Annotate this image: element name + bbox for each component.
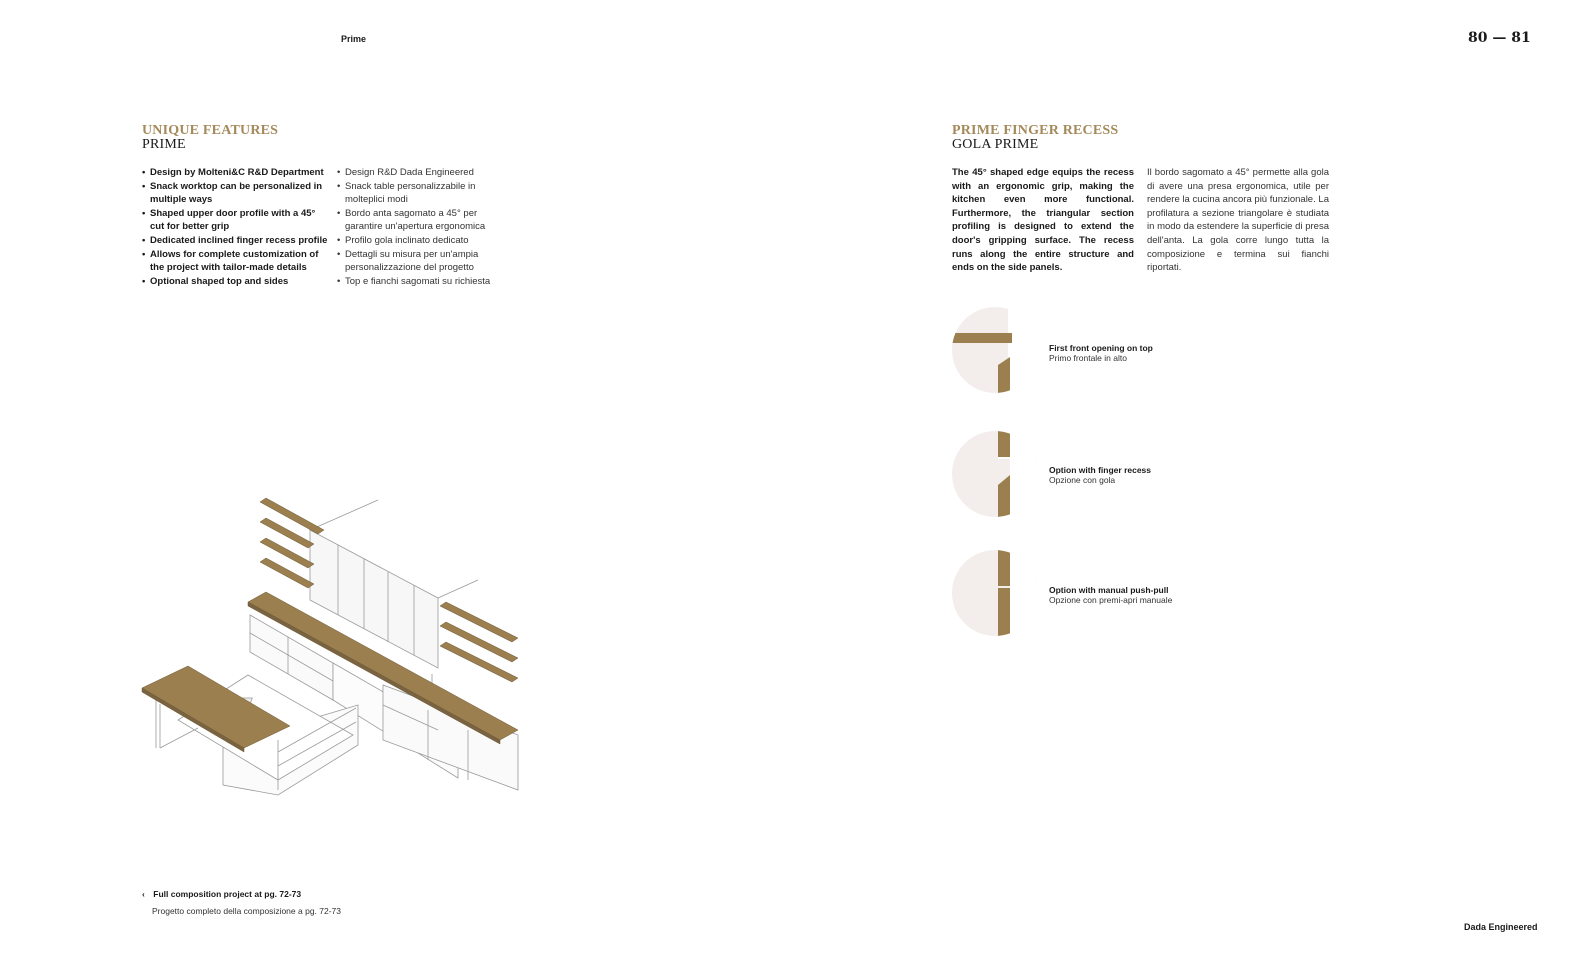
footnote-it: Progetto completo della composizione a pg. 72-73: [152, 906, 342, 916]
features-list-it: [337, 166, 503, 288]
features-heading: [142, 124, 278, 152]
profile-diagram: [952, 431, 1038, 517]
feature-item: • Design R&D Dada Engineered: [337, 166, 503, 180]
finger-recess-text-en: The 45° shaped edge equips the recess with an ergonomic grip, making the kitchen even more functional. Furthermore, the triangular section profiling is designed to extend the door's gripping surface. The recess runs along the entire structure and ends on the side panels.: [952, 167, 1134, 274]
caption-en: Option with manual push-pull: [1049, 585, 1169, 595]
finger-recess-heading-dark: GOLA PRIME: [952, 137, 1039, 152]
feature-item: • Dettagli su misura per un'ampia personalizzazione del progetto: [337, 248, 503, 275]
caption-it: Primo frontale in alto: [1049, 353, 1127, 363]
running-header: Prime: [341, 34, 367, 44]
features-heading-gold: UNIQUE FEATURES: [142, 123, 279, 138]
detail-first-front-opening: [952, 307, 1038, 393]
finger-recess-text-it: Il bordo sagomato a 45° permette alla gola di avere una presa ergonomica, utile per rendere la cucina ancora più funzionale. La profilatura a sezione triangolare è studiata in modo da estendere la superficie di presa dell'anta. La gola corre lungo tutta la composizione e termina sui fianchi riportati.: [1147, 167, 1329, 274]
features-list-en: [142, 166, 328, 288]
profile-diagram: [952, 550, 1038, 636]
caption-en: Option with finger recess: [1049, 465, 1152, 475]
page-numbers: 80 — 81: [1468, 30, 1531, 46]
caption-it: Opzione con premi-apri manuale: [1049, 595, 1173, 605]
features-heading-dark: PRIME: [142, 137, 186, 152]
feature-item: • Snack table personalizzabile in molteplici modi: [337, 180, 503, 207]
footnote: [142, 884, 402, 916]
detail-caption-1: [1049, 343, 1153, 363]
finger-recess-heading: [952, 124, 1118, 152]
detail-finger-recess: [952, 431, 1038, 517]
feature-item: • Shaped upper door profile with a 45° cut for better grip: [142, 207, 328, 234]
kitchen-isometric-illustration: [138, 490, 528, 800]
detail-caption-3: [1049, 585, 1172, 605]
brand-name: Dada Engineered: [1464, 922, 1538, 932]
finger-recess-heading-gold: PRIME FINGER RECESS: [952, 123, 1119, 138]
feature-item: • Profilo gola inclinato dedicato: [337, 234, 503, 248]
feature-item: • Snack worktop can be personalized in multiple ways: [142, 180, 328, 207]
profile-diagram: [952, 307, 1038, 393]
caption-it: Opzione con gola: [1049, 475, 1116, 485]
feature-item: • Bordo anta sagomato a 45° per garantire un'apertura ergonomica: [337, 207, 503, 234]
feature-item: • Top e fianchi sagomati su richiesta: [337, 275, 503, 289]
detail-manual-push-pull: [952, 550, 1038, 636]
detail-caption-2: [1049, 465, 1151, 485]
feature-item: • Dedicated inclined finger recess profile: [142, 234, 328, 248]
caption-en: First front opening on top: [1049, 343, 1153, 353]
feature-item: • Design by Molteni&C R&D Department: [142, 166, 328, 180]
footnote-en: Full composition project at pg. 72-73: [153, 889, 302, 899]
back-arrow-icon[interactable]: ‹: [142, 889, 145, 899]
feature-item: • Allows for complete customization of the project with tailor-made details: [142, 248, 328, 275]
feature-item: • Optional shaped top and sides: [142, 275, 328, 289]
